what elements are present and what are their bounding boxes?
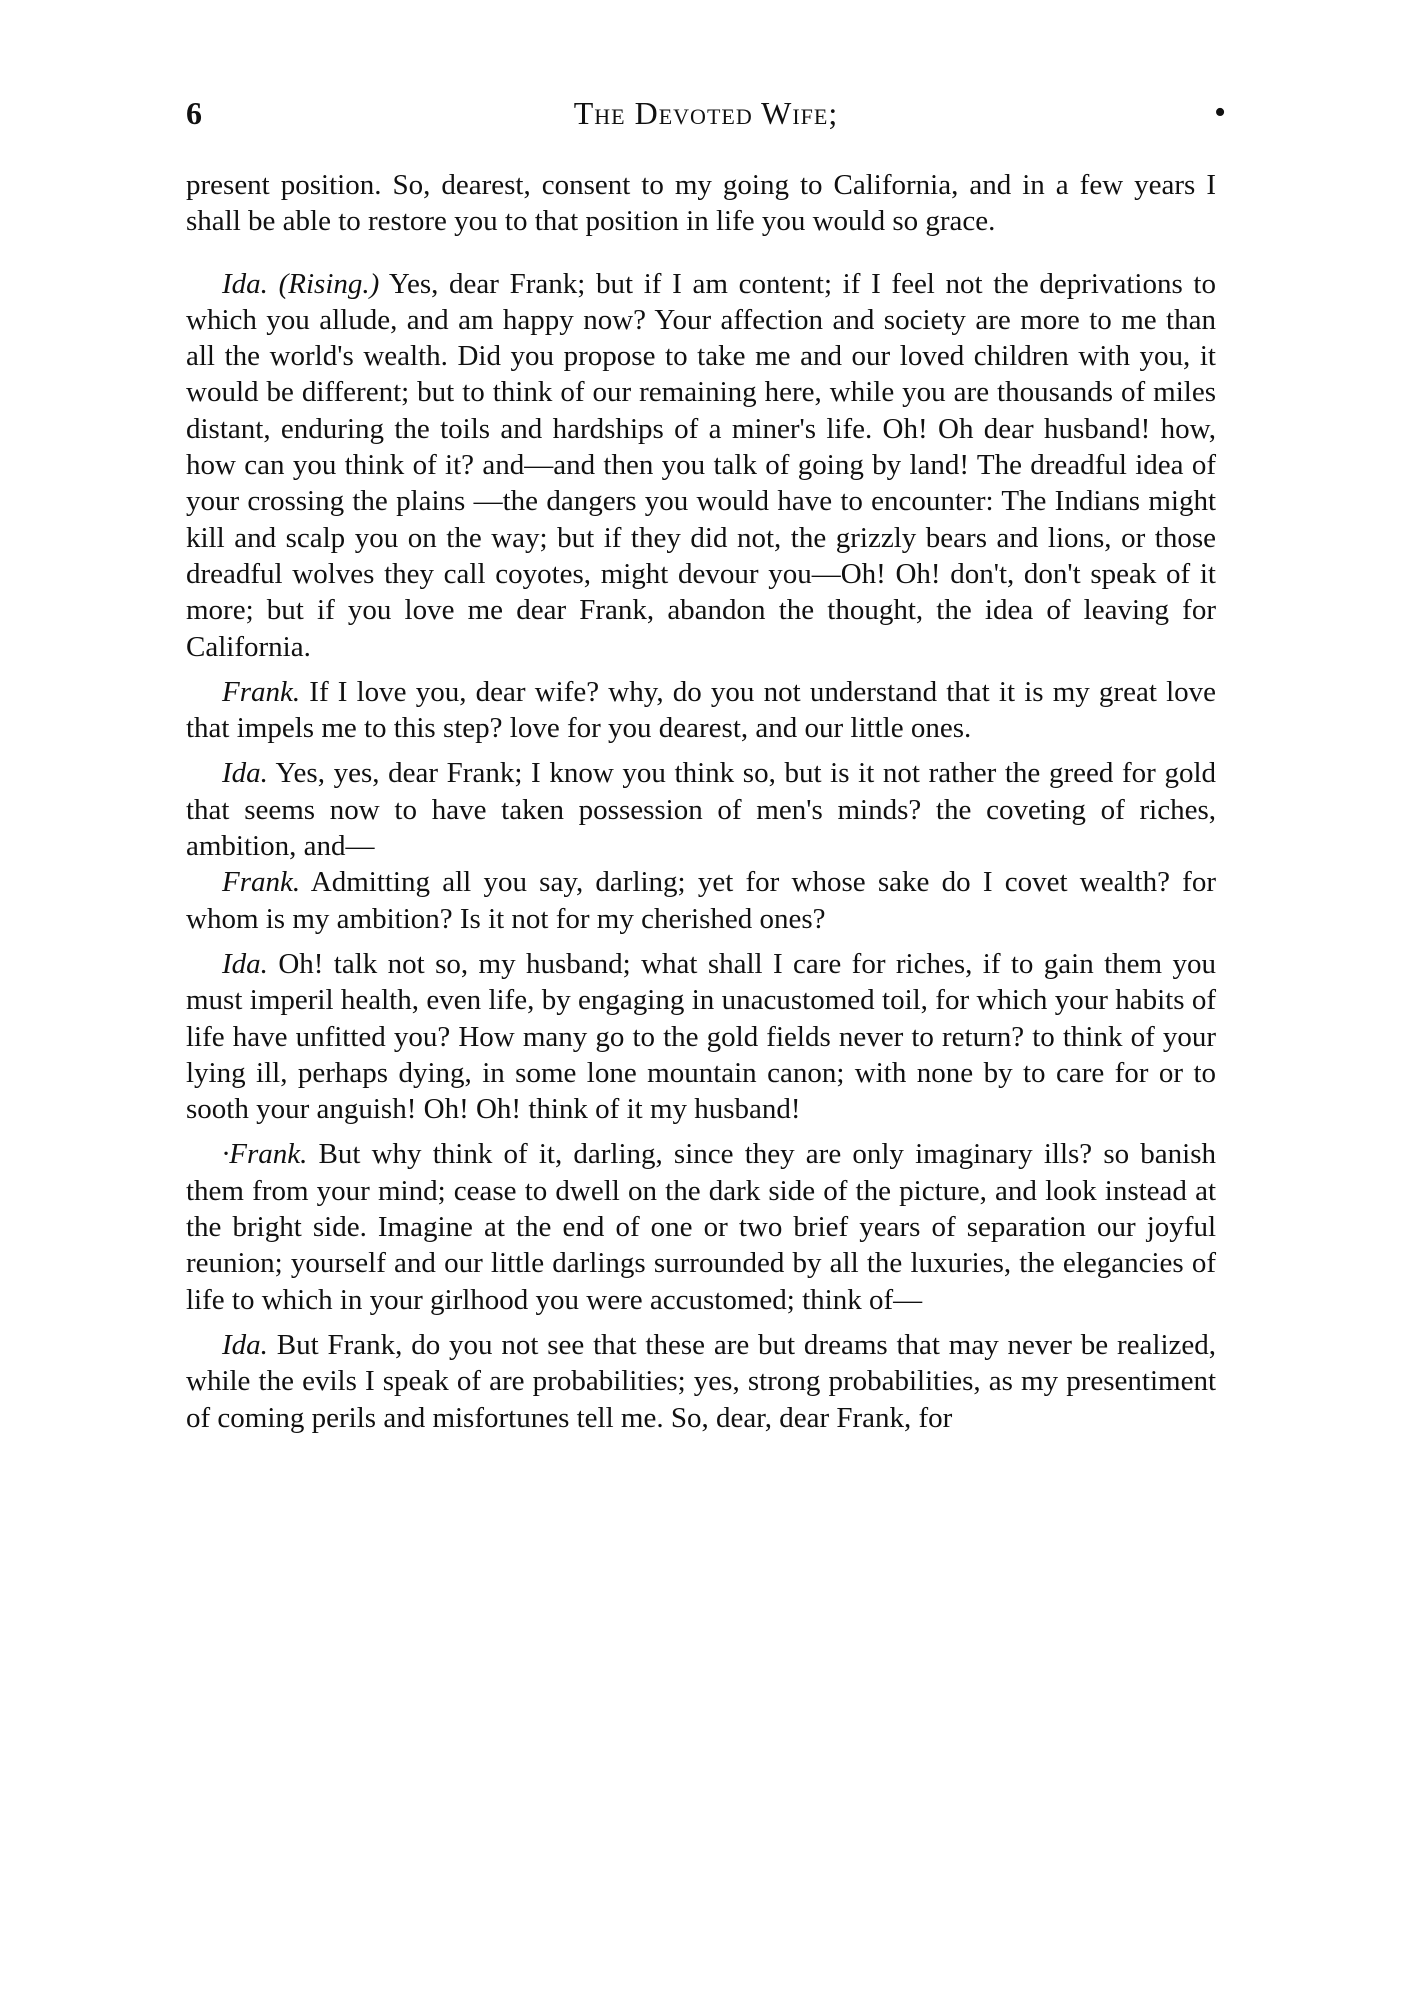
page-number: 6 bbox=[186, 95, 202, 131]
dialogue-paragraph bbox=[186, 946, 1216, 1127]
speaker-label: ·Frank. bbox=[222, 1138, 308, 1171]
book-title-heading: The Devoted Wife; bbox=[573, 95, 839, 131]
speaker-label: Ida. bbox=[222, 757, 268, 790]
speaker-label: Ida. bbox=[222, 267, 268, 300]
speaker-label: Ida. bbox=[222, 947, 268, 980]
dialogue-paragraph bbox=[186, 1136, 1216, 1317]
speaker-label: Frank. bbox=[222, 866, 301, 899]
paragraph-text: But why think of it, darling, since they are only imaginary ills? so banish them from your mind; cease to dwell on the dark side of the picture, and look instead at the bright side. Imagine at the end of one or two brief years of separation our joyful reunion; yourself and our little darlings surrounded by all the luxuries, the elegancies of life to which in your girlhood you were accustomed; think of— bbox=[186, 1138, 1216, 1316]
dialogue-paragraph bbox=[186, 755, 1216, 864]
paragraph-text: If I love you, dear wife? why, do you not understand that it is my great love that impels me to this step? love for you dearest, and our little ones. bbox=[186, 675, 1216, 745]
dialogue-paragraph bbox=[186, 864, 1216, 937]
stage-direction: (Rising.) bbox=[278, 267, 380, 300]
paragraph-text: Yes, yes, dear Frank; I know you think so, but is it not rather the greed for gold that seems now to have taken possession of men's minds? the coveting of riches, ambition, and— bbox=[186, 757, 1216, 863]
speaker-label: Frank. bbox=[222, 675, 301, 708]
paragraph-text: Admitting all you say, darling; yet for whose sake do I covet wealth? for whom is my ambition? Is it not for my cherished ones? bbox=[186, 866, 1216, 935]
paragraph-text: Oh! talk not so, my husband; what shall I care for riches, if to gain them you must imperil health, even life, by engaging in unacustomed toil, for which your habits of life have unfitted you? How many go to the gold fields never to return? to think of your lying ill, perhaps dying, in some lone mountain canon; with none by to care for or to sooth your anguish! Oh! Oh! think of it my husband! bbox=[186, 947, 1216, 1126]
speaker-label: Ida. bbox=[222, 1328, 268, 1361]
dialogue-paragraph bbox=[186, 1327, 1216, 1436]
paragraph-continuation bbox=[186, 167, 1216, 240]
running-head bbox=[186, 88, 1226, 138]
printer-mark: • bbox=[1214, 94, 1226, 131]
paragraph-text: present position. So, dearest, consent to my going to California, and in a few years I shall be able to restore you to that position in life you would so grace. bbox=[186, 169, 1216, 238]
paragraph-text: But Frank, do you not see that these are but dreams that may never be realized, while the evils I speak of are probabilities; yes, strong probabilities, as my presentiment of coming perils and misfortunes tell me. So, dear, dear Frank, for bbox=[186, 1328, 1216, 1434]
paragraph-text: Yes, dear Frank; but if I am content; if I feel not the deprivations to which you allude, and am happy now? Your affection and society are more to me than all the world's wealth. Did you propose to take me and our loved children with you, it would be different; but to think of our remaining here, while you are thousands of miles distant, enduring the toils and hardships of a miner's life. Oh! Oh dear husband! how, how can you think of it? and—and then you talk of going by land! The dreadful idea of your crossing the plains —the dangers you would have to encounter: The Indians might kill and scalp you on the way; but if they did not, the grizzly bears and lions, or those dreadful wolves they call coyotes, might devour you—Oh! Oh! don't, don't speak of it more; but if you love me dear Frank, abandon the thought, the idea of leaving for California. bbox=[186, 267, 1216, 663]
dialogue-text bbox=[186, 167, 1216, 1436]
dialogue-paragraph bbox=[186, 266, 1216, 665]
dialogue-paragraph bbox=[186, 674, 1216, 747]
